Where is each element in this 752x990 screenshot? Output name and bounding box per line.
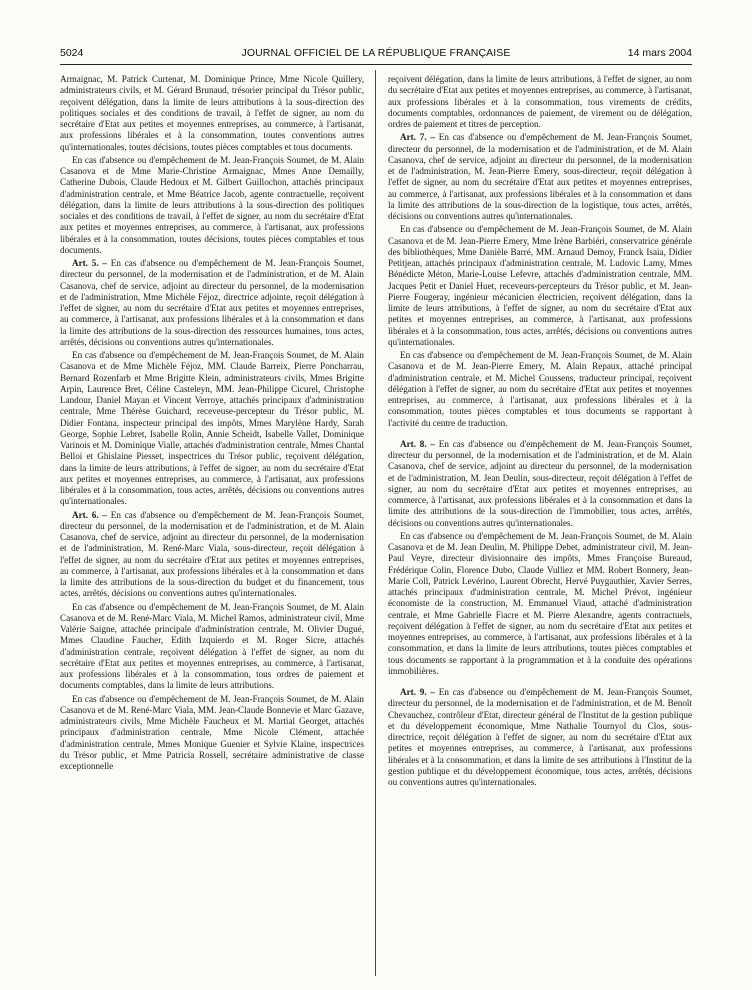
header-rule xyxy=(60,64,692,65)
paragraph-text: Armaignac, M. Patrick Curtenat, M. Dominique Prince, Mme Nicole Quillery, administrateurs civils, et M. Gérard Brunaud, trésorier principal du Trésor public, reçoivent délégation, dans la limite de leurs attributions à la sous-direction des politiques sociales et des conditions de travail, à l'effet de signer, au nom du secrétaire d'Etat aux petites et moyennes entreprises, au commerce, à l'artisanat, aux professions libérales et à la consommation, toutes conventions autres qu'internationales, toutes décisions, toutes pièces comptables et tous documents. xyxy=(60,74,364,152)
paragraph xyxy=(388,132,692,222)
paragraph-text: En cas d'absence ou d'empêchement de M. Jean-François Soumet, de M. Alain Casanova et de M. Jean Deulin, M. Philippe Debet, administrateur civil, M. Jean-Paul Veyre, directeur divisionnaire des impôts, Mmes Françoise Bureaud, Frédérique Colin, Florence Dubo, Claude Vulliez et MM. Robert Bonnery, Jean-Marie Coll, Patrick Levérino, Laurent Obrecht, Hervé Puygauthier, Xavier Serres, attachés principaux d'administration centrale, M. Michel Prévot, ingénieur économiste de la construction, M. Emmanuel Viaud, attaché d'administration centrale, et Mme Gabrielle Fiacre et M. Pierre Alexandre, agents contractuels, reçoivent délégation à l'effet de signer, au nom du secrétaire d'Etat aux petites et moyennes entreprises, au commerce, à l'artisanat, aux professions libérales et à la consommation, et dans la limite de leurs attributions, toutes pièces comptables et tous documents se rapportant à la programmation et à la conduite des opérations immobilières. xyxy=(388,530,692,676)
column-divider xyxy=(375,70,376,976)
paragraph-text: En cas d'absence ou d'empêchement de M. Jean-François Soumet, de M. Alain Casanova et de M. René-Marc Viala, MM. Jean-Claude Bonnevie et Marc Gazave, administrateurs civils, Mme Michèle Faucheux et M. Martial Georget, attachés principaux d'administration centrale, Mme Nicole Clément, attachée d'administration centrale, Mmes Monique Guenier et Sylvie Klaine, inspectrices du Trésor public, et Mme Patricia Rossell, secrétaire administrative de classe exceptionnelle xyxy=(60,693,364,771)
article-label: Art. 5. – xyxy=(72,258,107,268)
paragraph-text: En cas d'absence ou d'empêchement de M. Jean-François Soumet, directeur du personnel, de la modernisation et de l'administration, et de M. Alain Casanova, chef de service, adjoint au directeur du personnel, de la modernisation et de l'administration, Mme Michèle Féjoz, directrice adjointe, reçoit délégation à l'effet de signer, au nom du secrétaire d'Etat aux petites et moyennes entreprises, au commerce, à l'artisanat, aux professions libérales et à la consommation et dans la limite des attributions de la sous-direction des ressources humaines, tous actes, arrêtés, décisions ou conventions autres qu'internationales. xyxy=(60,258,364,347)
paragraph xyxy=(388,439,692,529)
left-column xyxy=(60,74,364,979)
paragraph xyxy=(388,531,692,677)
paragraph-text: En cas d'absence ou d'empêchement de M. Jean-François Soumet, directeur du personnel, de la modernisation et de l'administration, et de M. Benoît Chevauchez, contrôleur d'Etat, directeur général de l'Institut de la gestion publique et du développement économique, Mme Nathalie Tournyol du Clos, sous-directrice, reçoit délégation à l'effet de signer, au nom du secrétaire d'Etat aux petites et moyennes entreprises, au commerce, à l'artisanat, aux professions libérales et à la consommation, et dans la limite de ses attributions à l'Institut de la gestion publique et du développement économique, tous actes, arrêtés, décisions ou conventions autres qu'internationales. xyxy=(388,687,692,787)
paragraph-text: En cas d'absence ou d'empêchement de M. Jean-François Soumet, de M. Alain Casanova et de M. René-Marc Viala, M. Michel Ramos, administrateur civil, Mme Valérie Saigne, attachée principale d'administration centrale, M. Olivier Dugué, Mmes Claudine Faucher, Edith Izquierdo et M. Roger Sicre, attachés d'administration centrale, reçoivent délégation à l'effet de signer, au nom du secrétaire d'Etat aux petites et moyennes entreprises, au commerce, à l'artisanat, aux professions libérales et à la consommation, tous ordres de paiement et documents comptables, dans la limite de leurs attributions. xyxy=(60,601,364,691)
paragraph-text: En cas d'absence ou d'empêchement de M. Jean-François Soumet, de M. Alain Casanova et de M. Jean-Pierre Emery, Mme Irène Barbiéri, conservatrice générale des bibliothèques, Mme Danièle Barré, MM. Arnaud Demoy, Franck Isaia, Didier Petitjean, attachés principaux d'administration centrale, M. Ludovic Lamy, Mmes Bénédicte Méton, Marie-Louise Lefevre, attachés d'administration centrale, MM. Jacques Petit et Daniel Huet, receveurs-percepteurs du Trésor public, et M. Jean-Pierre Fougeray, ingénieur mécanicien électricien, reçoivent délégation, dans la limite de leurs attributions, à l'effet de signer, au nom du secrétaire d'Etat aux petites et moyennes entreprises, au commerce, à l'artisanat, aux professions libérales et à la consommation, tous actes, arrêtés, décisions ou conventions autres qu'internationales. xyxy=(388,224,692,347)
paragraph-text: En cas d'absence ou d'empêchement de M. Jean-François Soumet, de M. Alain Casanova et de Mme Marie-Christine Armaignac, Mmes Anne Demailly, Catherine Dubois, Claude Hedoux et M. Gilbert Guillochon, attachés principaux d'administration centrale, et Mme Béatrice Jacob, agente contractuelle, reçoivent délégation, dans la limite de leurs attributions à la sous-direction des politiques sociales et des conditions de travail, à l'effet de signer, au nom du secrétaire d'Etat aux petites et moyennes entreprises, au commerce, à l'artisanat, aux professions libérales et à la consommation, toutes décisions, toutes pièces comptables et tous documents. xyxy=(60,154,364,255)
paragraph-text: En cas d'absence ou d'empêchement de M. Jean-François Soumet, de M. Alain Casanova et de Mme Michèle Féjoz, MM. Claude Barreix, Pierre Poncharrau, Bernard Rozenfarb et Mme Brigitte Klein, administrateurs civils, Mmes Brigitte Arpin, Laurence Bret, Céline Casteleyn, MM. Jean-Philippe Cicurel, Christophe Landour, Daniel Mayan et Vincent Verroye, attachés principaux d'administration centrale, Mme Thérèse Guichard, receveuse-percepteur du Trésor public, M. Didier Fontana, inspecteur principal des impôts, Mmes Marylène Hardy, Sarah George, Sophie Lebret, Isabelle Rolin, Annie Scheidt, Isabelle Vallet, Dominique Varinois et M. Dominique Vialle, attachés d'administration centrale, Mmes Chantal Belloi et Ghislaine Piesset, inspectrices du Trésor public, reçoivent délégation, dans la limite de leurs attributions, à l'effet de signer, au nom du secrétaire d'Etat aux petites et moyennes entreprises, au commerce, à l'artisanat, aux professions libérales et à la consommation, tous actes, arrêtés, décisions ou conventions autres qu'internationales. xyxy=(60,350,364,507)
paragraph xyxy=(388,224,692,348)
paragraph-text: En cas d'absence ou d'empêchement de M. Jean-François Soumet, de M. Alain Casanova et de M. Jean-Pierre Emery, M. Alain Repaux, attaché principal d'administration centrale, et M. Michel Coussens, traducteur principal, reçoivent délégation à l'effet de signer, au nom du secrétaire d'Etat aux petites et moyennes entreprises, au commerce, à l'artisanat, aux professions libérales et à la consommation, toutes pièces comptables et tous documents se rapportant à l'activité du centre de traduction. xyxy=(388,350,692,428)
paragraph-text: En cas d'absence ou d'empêchement de M. Jean-François Soumet, directeur du personnel, de la modernisation et de l'administration, et de M. Alain Casanova, chef de service, adjoint au directeur du personnel, de la modernisation et de l'administration, M. Jean-Pierre Emery, sous-directeur, reçoit délégation à l'effet de signer, au nom du secrétaire d'Etat aux petites et moyennes entreprises, au commerce, à l'artisanat, aux professions libérales et à la consommation et dans la limite des attributions de la sous-direction de la logistique, tous actes, arrêtés, décisions ou conventions autres qu'internationales. xyxy=(388,132,692,221)
paragraph xyxy=(60,74,364,153)
page-number: 5024 xyxy=(60,47,84,59)
paragraph xyxy=(60,350,364,508)
journal-title: JOURNAL OFFICIEL DE LA RÉPUBLIQUE FRANÇAISE xyxy=(241,47,511,59)
paragraph xyxy=(388,350,692,429)
right-column xyxy=(388,74,692,979)
paragraph xyxy=(60,694,364,773)
paragraph xyxy=(60,258,364,348)
paragraph xyxy=(388,687,692,788)
paragraph-text: reçoivent délégation, dans la limite de leurs attributions, à l'effet de signer, au nom du secrétaire d'Etat aux petites et moyennes entreprises, au commerce, à l'artisanat, aux professions libérales et à la consommation, tous virements de crédits, documents comptables, ordonnances de paiement, de virement ou de délégation, ordres de paiement et titres de perception. xyxy=(388,74,692,129)
paragraph-text: En cas d'absence ou d'empêchement de M. Jean-François Soumet, directeur du personnel, de la modernisation et de l'administration, et de M. Alain Casanova, chef de service, adjoint au directeur du personnel, de la modernisation et de l'administration, M. René-Marc Viala, sous-directeur, reçoit délégation à l'effet de signer, au nom du secrétaire d'Etat aux petites et moyennes entreprises, au commerce, à l'artisanat, aux professions libérales et à la consommation et dans la limite des attributions de la sous-direction du budget et du financement, tous actes, arrêtés, décisions ou conventions autres qu'internationales. xyxy=(60,509,364,599)
publication-date: 14 mars 2004 xyxy=(627,47,692,59)
paragraph xyxy=(388,74,692,130)
article-label: Art. 6. – xyxy=(72,509,107,520)
paragraph xyxy=(60,155,364,256)
page-header xyxy=(60,47,692,61)
article-label: Art. 8. – xyxy=(400,438,435,449)
paragraph-text: En cas d'absence ou d'empêchement de M. Jean-François Soumet, directeur du personnel, de la modernisation et de l'administration, et de M. Alain Casanova, chef de service, adjoint au directeur du personnel, de la modernisation et de l'administration, M. Jean Deulin, sous-directeur, reçoit délégation à l'effet de signer, au nom du secrétaire d'Etat aux petites et moyennes entreprises, au commerce, à l'artisanat, aux professions libérales et à la consommation et dans la limite des attributions de la sous-direction de l'immobilier, tous actes, arrêtés, décisions ou conventions autres qu'internationales. xyxy=(388,438,692,528)
paragraph xyxy=(60,510,364,600)
paragraph xyxy=(60,602,364,692)
article-label: Art. 7. – xyxy=(400,132,435,143)
article-label: Art. 9. – xyxy=(400,687,435,697)
